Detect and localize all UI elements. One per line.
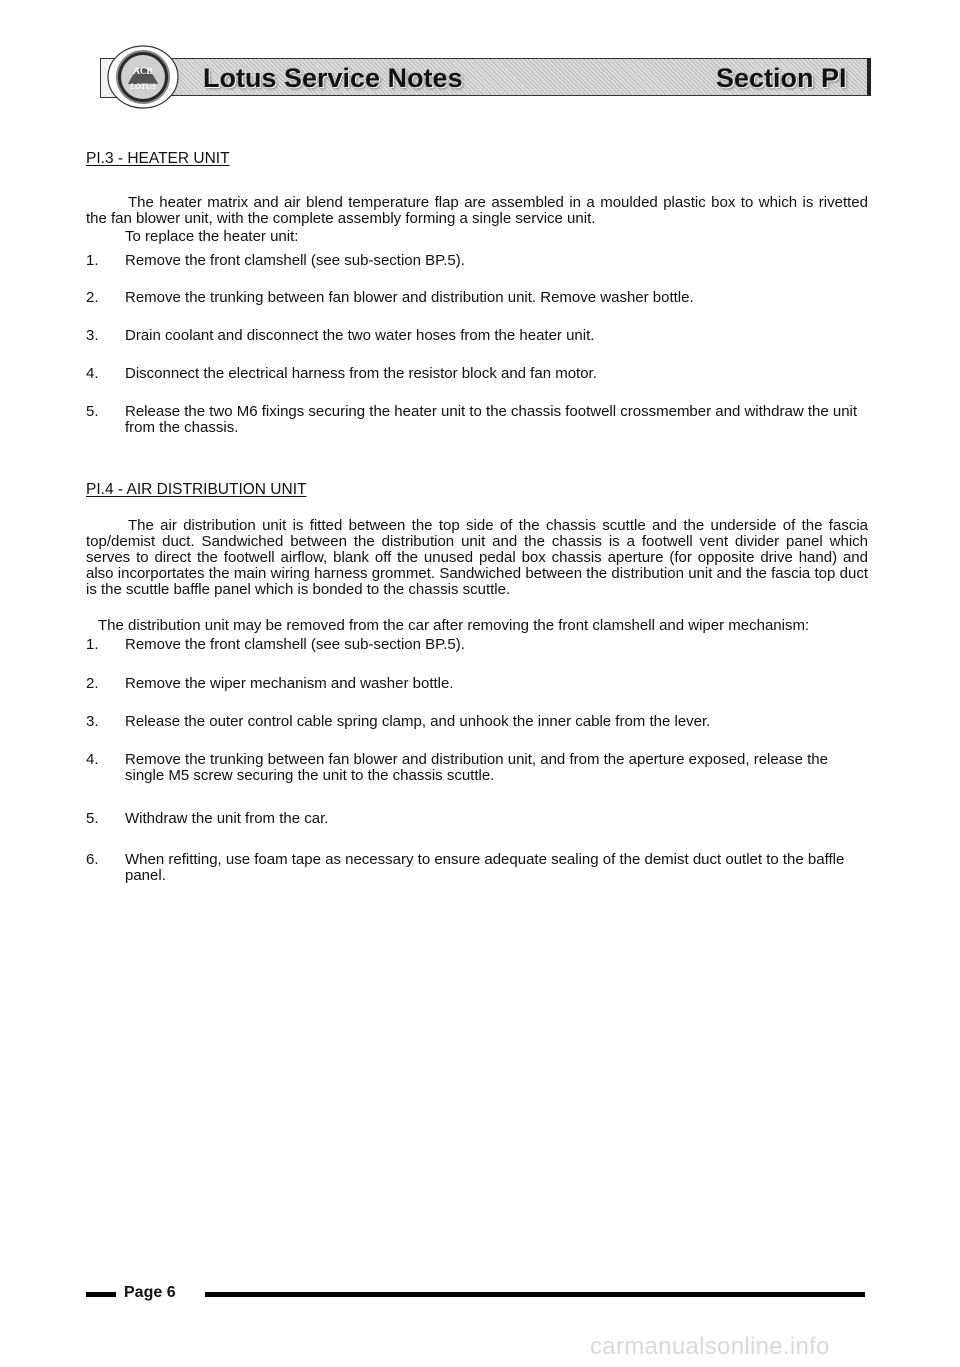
step-number: 6.	[86, 851, 99, 868]
step-number: 3.	[86, 327, 99, 344]
list-item	[86, 637, 868, 653]
step-number: 3.	[86, 713, 99, 730]
logo-text: LOTUS	[130, 82, 156, 91]
step-number: 2.	[86, 289, 99, 306]
page-number: Page 6	[124, 1284, 176, 1301]
section-heading-pi4: PI.4 - AIR DISTRIBUTION UNIT	[86, 481, 307, 498]
header-title: Lotus Service Notes	[203, 63, 463, 93]
step-number: 5.	[86, 810, 99, 827]
step-text: Drain coolant and disconnect the two water hoses from the heater unit.	[125, 327, 595, 344]
step-text: Release the two M6 fixings securing the heater unit to the chassis footwell crossmember and withdraw the unit from the chassis.	[125, 403, 858, 436]
step-text: Remove the wiper mechanism and washer bottle.	[125, 675, 454, 692]
header-section: Section PI	[716, 63, 847, 93]
svg-text:ACB: ACB	[133, 66, 153, 76]
step-text: When refitting, use foam tape as necessary to ensure adequate sealing of the demist duct outlet to the baffle panel.	[125, 851, 845, 884]
list-item	[86, 852, 868, 884]
section-lead-pi4: The distribution unit may be removed from the car after removing the front clamshell and wiper mechanism:	[98, 617, 810, 634]
step-number: 2.	[86, 675, 99, 692]
list-item	[86, 811, 868, 827]
list-item	[86, 290, 868, 306]
step-text: Withdraw the unit from the car.	[125, 810, 329, 827]
step-text: Disconnect the electrical harness from the resistor block and fan motor.	[125, 365, 597, 382]
list-item	[86, 366, 868, 382]
lotus-logo-icon	[106, 44, 180, 110]
step-number: 4.	[86, 751, 99, 768]
list-item	[86, 404, 868, 436]
list-item	[86, 253, 868, 269]
step-text: Remove the trunking between fan blower and distribution unit, and from the aperture exposed, release the single M5 screw securing the unit to the chassis scuttle.	[125, 751, 828, 784]
list-item	[86, 752, 868, 784]
step-text: Remove the front clamshell (see sub-section BP.5).	[125, 636, 465, 653]
list-item	[86, 714, 868, 730]
watermark-text: carmanualsonline.info	[590, 1333, 830, 1360]
section-intro-pi4: The air distribution unit is fitted between the top side of the chassis scuttle and the underside of the fascia top/demist duct. Sandwiched between the distribution unit and the chassis is a footwell vent divider panel which serves to direct the footwell airflow, blank off the unused pedal box chassis aperture (for opposite drive hand) and also incorportates the main wiring harness grommet. Sandwiched between the distribution unit and the fascia top duct is the scuttle baffle panel which is bonded to the chassis scuttle.	[86, 517, 868, 598]
step-number: 5.	[86, 403, 99, 420]
step-text: Remove the front clamshell (see sub-section BP.5).	[125, 252, 465, 269]
step-number: 1.	[86, 636, 99, 653]
section-heading-pi3: PI.3 - HEATER UNIT	[86, 150, 230, 167]
list-item	[86, 676, 868, 692]
section-lead-pi3: To replace the heater unit:	[125, 228, 299, 245]
footer-rule-left	[86, 1292, 116, 1297]
banner-right-edge	[867, 58, 871, 96]
step-number: 1.	[86, 252, 99, 269]
step-number: 4.	[86, 365, 99, 382]
step-text: Release the outer control cable spring clamp, and unhook the inner cable from the lever.	[125, 713, 711, 730]
section-intro-pi3: The heater matrix and air blend temperature flap are assembled in a moulded plastic box to which is rivetted the fan blower unit, with the complete assembly forming a single service unit.	[86, 194, 868, 227]
footer-rule-right	[205, 1292, 865, 1297]
step-text: Remove the trunking between fan blower and distribution unit. Remove washer bottle.	[125, 289, 694, 306]
list-item	[86, 328, 868, 344]
